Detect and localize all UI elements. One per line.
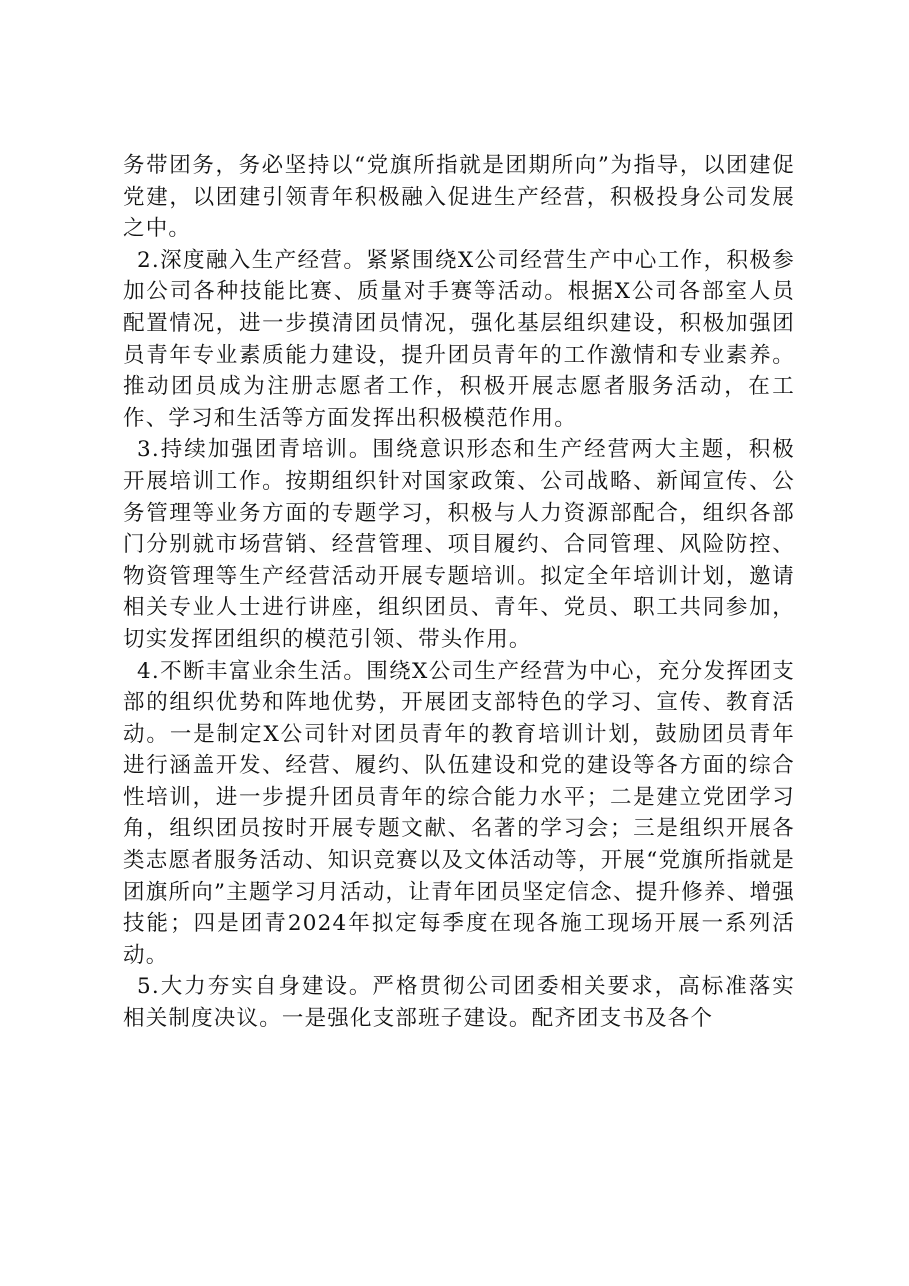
- paragraph-item-4: 4.不断丰富业余生活。围绕X公司生产经营为中心，充分发挥团支部的组织优势和阵地优势，开展团支部特色的学习、宣传、教育活动。一是制定X公司针对团员青年的教育培训计划，鼓励团员青年进行涵盖开发、经营、履约、队伍建设和党的建设等各方面的综合性培训，进一步提升团员青年的综合能力水平；二是建立党团学习角，组织团员按时开展专题文献、名著的学习会；三是组织开展各类志愿者服务活动、知识竞赛以及文体活动等，开展“党旗所指就是团旗所向”主题学习月活动，让青年团员坚定信念、提升修养、增强技能；四是团青2024年拟定每季度在现各施工现场开展一系列活动。: [123, 658, 795, 968]
- document-body: [123, 150, 795, 1035]
- paragraph-continuation: 务带团务，务必坚持以“党旗所指就是团期所向”为指导，以团建促党建，以团建引领青年积极融入促进生产经营，积极投身公司发展之中。: [123, 153, 795, 242]
- paragraph-item-5: 5.大力夯实自身建设。严格贯彻公司团委相关要求，高标准落实相关制度决议。一是强化支部班子建设。配齐团支书及各个: [123, 974, 795, 1032]
- paragraph-item-3: 3.持续加强团青培训。围绕意识形态和生产经营两大主题，积极开展培训工作。按期组织针对国家政策、公司战略、新闻宣传、公务管理等业务方面的专题学习，积极与人力资源部配合，组织各部门分别就市场营销、经营管理、项目履约、合同管理、风险防控、物资管理等生产经营活动开展专题培训。拟定全年培训计划，邀请相关专业人士进行讲座，组织团员、青年、党员、职工共同参加，切实发挥团组织的模范引领、带头作用。: [123, 437, 795, 652]
- paragraph-item-2: 2.深度融入生产经营。紧紧围绕X公司经营生产中心工作，积极参加公司各种技能比赛、质量对手赛等活动。根据X公司各部室人员配置情况，进一步摸清团员情况，强化基层组织建设，积极加强团员青年专业素质能力建设，提升团员青年的工作激情和专业素养。推动团员成为注册志愿者工作，积极开展志愿者服务活动，在工作、学习和生活等方面发挥出积极模范作用。: [123, 247, 795, 431]
